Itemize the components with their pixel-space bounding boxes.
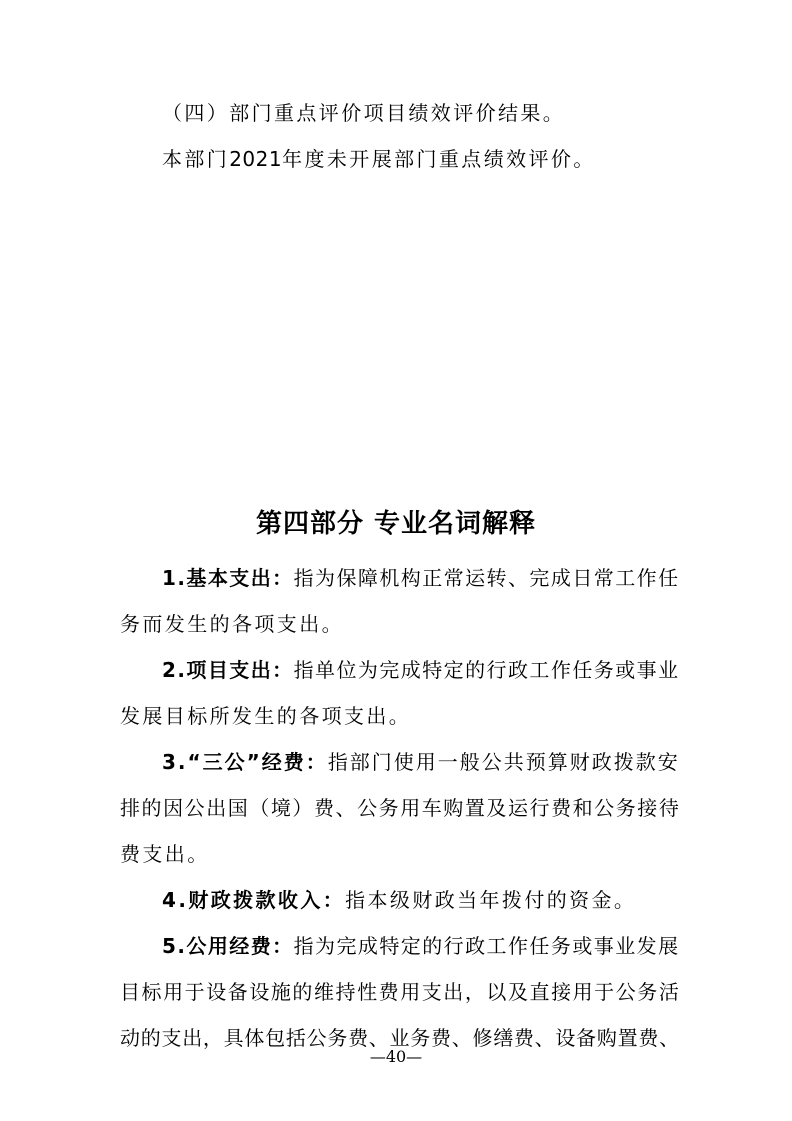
term-text: 指部门使用一般公共预算财政拨款安 <box>327 750 680 774</box>
term-text: 指为保障机构正常运转、完成日常工作任 <box>293 566 680 590</box>
term-text: 指为完成特定的行政工作任务或事业发展 <box>293 934 680 958</box>
term-item-5-cont-2: 动的支出，具体包括公务费、业务费、修缮费、设备购置费、 <box>120 1026 680 1050</box>
section-body <box>162 147 596 171</box>
term-label: 4.财政拨款收入： <box>162 888 346 912</box>
term-item-3-cont-1: 排的因公出国（境）费、公务用车购置及运行费和公务接待 <box>120 796 681 820</box>
term-item-5-cont-1: 目标用于设备设施的维持性费用支出，以及直接用于公务活 <box>120 980 681 1004</box>
part-title: 第四部分 专业名词解释 <box>255 509 537 539</box>
term-label: 2.项目支出： <box>162 658 294 682</box>
term-item-3 <box>162 750 680 774</box>
term-item-3-cont-2: 费支出。 <box>120 842 210 866</box>
term-text: 指单位为完成特定的行政工作任务或事业 <box>293 658 680 682</box>
term-label: 5.公用经费： <box>162 934 294 958</box>
section-heading: （四）部门重点评价项目绩效评价结果。 <box>162 101 566 125</box>
page-number: —40— <box>369 1047 423 1066</box>
term-item-4 <box>162 888 636 912</box>
term-item-1 <box>162 566 680 590</box>
term-text: 指本级财政当年拨付的资金。 <box>345 888 637 912</box>
term-item-5 <box>162 934 680 958</box>
section-body-year: 2021 <box>229 147 283 171</box>
term-item-1-cont: 务而发生的各项支出。 <box>120 612 344 636</box>
term-label: 1.基本支出： <box>162 566 294 590</box>
term-item-2-cont: 发展目标所发生的各项支出。 <box>120 704 412 728</box>
term-label: 3.“三公”经费： <box>162 750 328 774</box>
section-body-suffix: 年度未开展部门重点绩效评价。 <box>282 147 596 171</box>
term-item-2 <box>162 658 680 682</box>
section-body-prefix: 本部门 <box>162 147 230 171</box>
